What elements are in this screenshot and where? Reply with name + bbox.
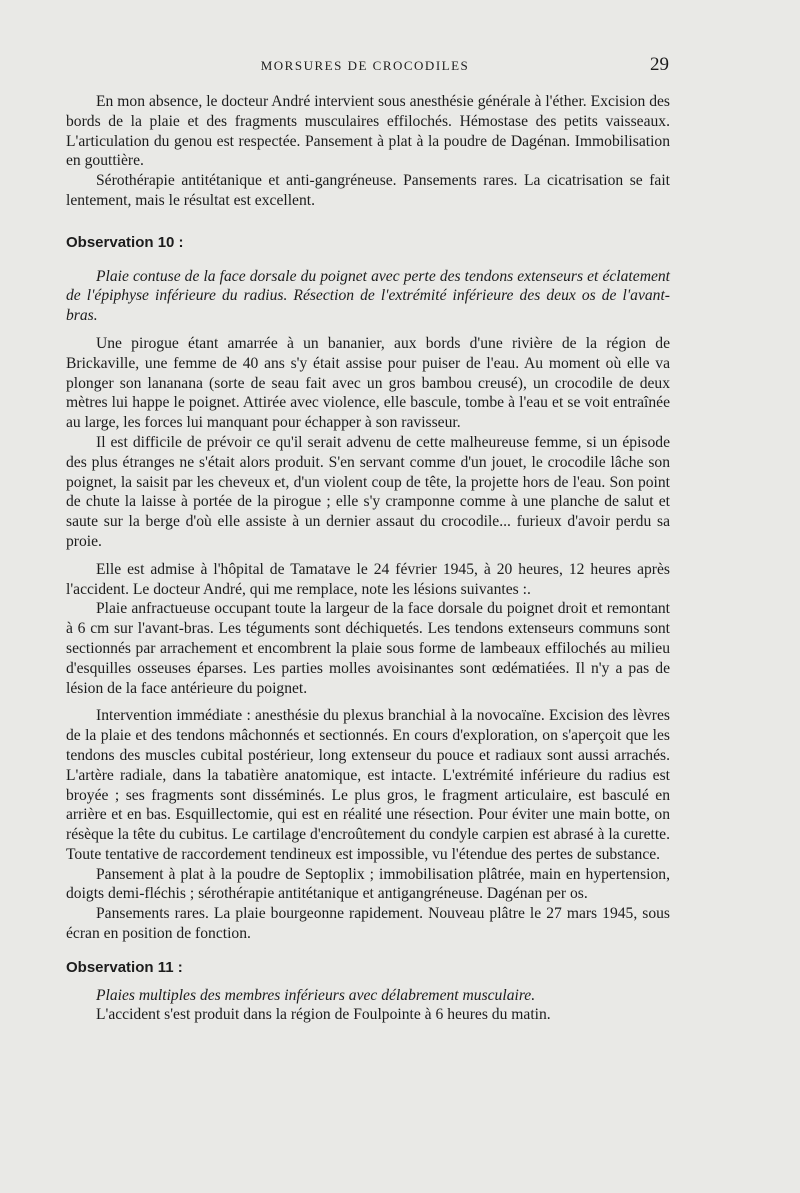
paragraph-5: Elle est admise à l'hôpital de Tamatave le 24 février 1945, à 20 heures, 12 heures après l'accident. Le docteur André, qui me remplace, note les lésions suivantes :.	[66, 560, 670, 598]
paragraph-4: Il est difficile de prévoir ce qu'il serait advenu de cette malheureuse femme, si un épisode des plus étranges ne s'était alors produit. S'en servant comme d'un jouet, le crocodile lâche son poignet, la saisit par les cheveux et, d'un violent coup de tête, la projette hors de l'eau. Son point de chute la laisse à portée de la pirogue ; elle s'y cramponne comme à une planche de salut et saute sur la berge d'où elle assiste à un dernier assaut du crocodile... furieux d'avoir perdu sa proie.	[66, 433, 670, 550]
observation-11-heading: Observation 11 :	[66, 958, 183, 976]
paragraph-7: Intervention immédiate : anesthésie du plexus branchial à la novocaïne. Excision des lèvres de la plaie et des tendons mâchonnés et sectionnés. En cours d'exploration, on s'aperçoit que les tendons des muscles cubital postérieur, long extenseur du pouce et radiaux sont aussi arrachés. L'artère radiale, dans la tabatière anatomique, est intacte. L'extrémité inférieure du radius est broyée ; ses fragments sont disséminés. Le plus gros, le fragment articulaire, est basculé en arrière et en bas. Esquillectomie, qui est en réalité une résection. Pour éviter une main botte, on résèque la tête du cubitus. Le cartilage d'encroûtement du condyle carpien est abrasé à la curette. Toute tentative de raccordement tendineux est impossible, vu l'étendue des pertes de substance.	[66, 707, 670, 863]
paragraph-8: Pansement à plat à la poudre de Septoplix ; immobilisation plâtrée, main en hypertension, doigts demi-fléchis ; sérothérapie antitétanique et antigangréneuse. Dagénan per os.	[66, 865, 670, 903]
observation-10-summary: Plaie contuse de la face dorsale du poignet avec perte des tendons extenseurs et éclatement de l'épiphyse inférieure du radius. Résection de l'extrémité inférieure des deux os de l'avant-bras.	[66, 267, 670, 325]
paragraph-2: Sérothérapie antitétanique et anti-gangréneuse. Pansements rares. La cicatrisation se fait lentement, mais le résultat est excellent.	[66, 172, 670, 209]
observation-11-summary: Plaies multiples des membres inférieurs avec délabrement musculaire.	[96, 986, 536, 1004]
paragraph-6: Plaie anfractueuse occupant toute la largeur de la face dorsale du poignet droit et remontant à 6 cm sur l'avant-bras. Les téguments sont déchiquetés. Les tendons extenseurs communs sont sectionnés par arrachement et encombrent la plaie sous forme de lambeaux effilochés au milieu d'esquilles osseuses éparses. Les parties molles avoisinantes sont œdématiées. Il n'y a pas de lésion de la face antérieure du poignet.	[66, 600, 670, 697]
page-number: 29	[650, 54, 669, 75]
paragraph-1: En mon absence, le docteur André intervient sous anesthésie générale à l'éther. Excision des bords de la plaie et des fragments musculaires effilochés. Hémostase des petits vaisseaux. L'articulation du genou est respectée. Pansement à plat à la poudre de Dagénan. Immobilisation en gouttière.	[66, 93, 670, 170]
running-title: MORSURES DE CROCODILES	[260, 58, 470, 73]
paragraph-10: L'accident s'est produit dans la région de Foulpointe à 6 heures du matin.	[96, 1006, 551, 1024]
paragraph-9: Pansements rares. La plaie bourgeonne rapidement. Nouveau plâtre le 27 mars 1945, sous écran en position de fonction.	[66, 905, 670, 943]
observation-10-heading: Observation 10 :	[66, 233, 184, 251]
paragraph-3: Une pirogue étant amarrée à un bananier, aux bords d'une rivière de la région de Brickaville, une femme de 40 ans s'y était assise pour puiser de l'eau. Au moment où elle va plonger son lananana (sorte de seau fait avec un gros bambou creusé), un crocodile de deux mètres lui happe le poignet. Attirée avec violence, elle bascule, tombe à l'eau et se voit entraînée au large, les forces lui manquant pour échapper à son ravisseur.	[66, 334, 670, 432]
body-text	[66, 92, 670, 1025]
